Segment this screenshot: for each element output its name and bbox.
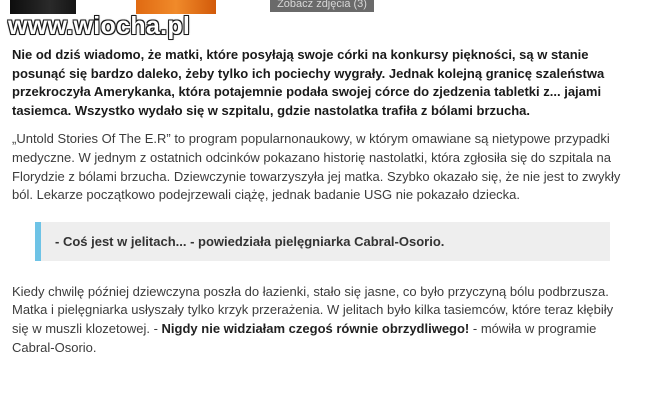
quote-text: - Coś jest w jelitach... - powiedziała pielęgniarka Cabral-Osorio. — [55, 233, 445, 249]
paragraph-bold-quote: Nigdy nie widziałam czegoś równie obrzydliwego! — [161, 320, 470, 336]
paragraph-text: - mówiła w programie Cabral-Osorio. — [12, 320, 597, 355]
article-paragraph: „Untold Stories Of The E.R” to program popularnonaukowy, w którym omawiane są nietypowe przypadki medyczne. W jednym z ostatnich odcinków pokazano historię nastolatki, która zgłosiła się do szpitala na Florydzie z bólami brzucha. Dziewczynie towarzyszyła jej matka. Szybko okazało się, że nie jest to zwykły ból. Lekarze początkowo podejrzewali ciążę, jednak badanie USG nie pokazało dziecka. — [12, 131, 621, 203]
gallery-strip — [0, 0, 651, 40]
blockquote — [35, 222, 610, 261]
article-paragraph — [12, 283, 624, 357]
gallery-link-button[interactable] — [270, 0, 374, 12]
paragraph-text: Kiedy chwilę później dziewczyna poszła do łazienki, stało się jasne, co było przyczyną bólu podbrzusza. Matka i pielęgniarka usłyszały tylko krzyk przerażenia. W jelitach było kilka tasiemców, które teraz kłębiły się w muszli klozetowej. - — [12, 283, 614, 336]
site-watermark: www.wiocha.pl — [8, 12, 191, 40]
article-body — [12, 46, 624, 357]
gallery-link-label[interactable]: Zobacz zdjęcia (3) — [277, 0, 367, 10]
article-lead: Nie od dziś wiadomo, że matki, które posyłają swoje córki na konkursy piękności, są w stanie posunąć się bardzo daleko, żeby tylko ich pociechy wygrały. Jednak kolejną granicę szaleństwa przekroczyła Amerykanka, która potajemnie podała swojej córce do zjedzenia tabletki z... jajami tasiemca. Wszystko wydało się w szpitalu, gdzie nastolatka trafiła z bólami brzucha. — [12, 47, 605, 118]
